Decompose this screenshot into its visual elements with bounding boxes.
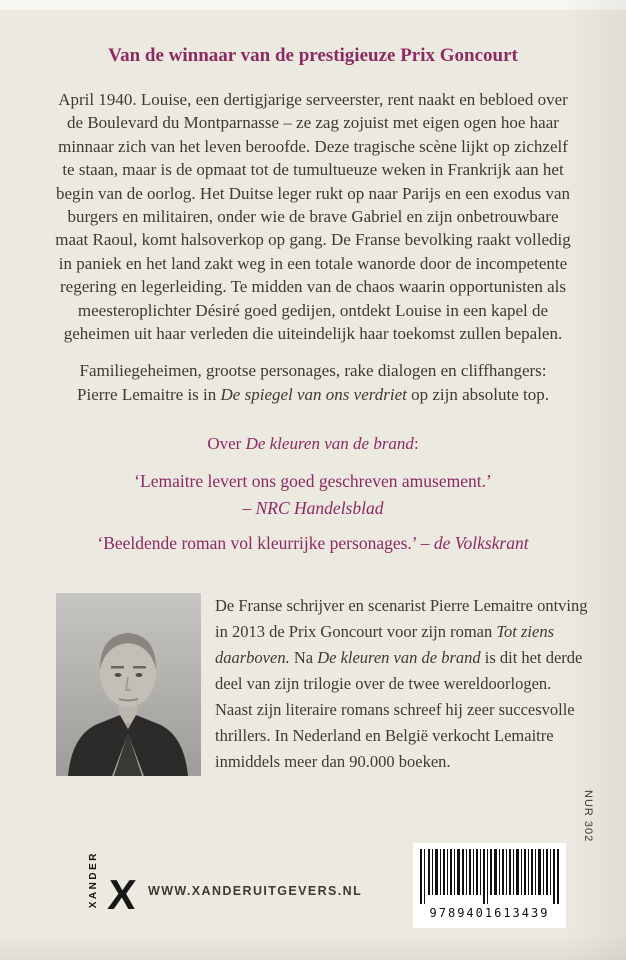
nur-code: NUR 302 — [582, 789, 594, 842]
author-photo — [56, 593, 201, 776]
review-quote-2-text: ‘Beeldende roman vol kleurrijke personages.’ – — [97, 533, 434, 554]
publisher-logo — [88, 846, 138, 918]
xander-x-icon: X — [106, 871, 138, 918]
bio-text-3: is dit het derde deel van zijn trilogie over de twee wereldoorlogen. Naast zijn literaire romans schreef hij zeer succesvolle thrillers. In Nederland en België verkocht Lemaitre inmiddels meer dan 90.000 boeken. — [215, 648, 583, 772]
review-quote-2 — [40, 530, 586, 557]
book-title: De spiegel van ons verdriet — [220, 384, 407, 404]
publisher-name: XANDER — [88, 850, 99, 908]
review-attribution-2: de Volkskrant — [433, 533, 529, 554]
praise-paragraph — [60, 359, 566, 406]
bio-book-title-2: De kleuren van de brand — [317, 648, 481, 668]
page-top-edge — [0, 0, 626, 10]
bio-text-2: Na — [289, 648, 318, 668]
reviews-heading-post: : — [413, 434, 419, 454]
author-section — [0, 593, 626, 776]
barcode-bars-icon — [420, 849, 560, 904]
bio-text-1: De Franse schrijver en scenarist Pierre Lemaitre ontving in 2013 de Prix Goncourt voor zijn roman — [215, 596, 588, 642]
reviews-heading — [0, 432, 626, 455]
review-attribution-1: – NRC Handelsblad — [242, 498, 384, 519]
synopsis-paragraph: April 1940. Louise, een dertigjarige serveerster, rent naakt en bebloed over de Boulevard du Montparnasse – ze zag zojuist met eigen ogen hoe haar minnaar zich van het leven beroofde. Deze tragische scène lijkt op zichzelf te staan, maar is de opmaat tot de tumultueuze weken in Frankrijk aan het begin van de oorlog. Het Duitse leger rukt op naar Parijs en een exodus van burgers en militairen, onder wie de brave Gabriel en zijn onbetrouwbare maat Raoul, komt halsoverkop op gang. De Franse bevolking raakt volledig in paniek en het land zakt weg in een totale wanorde door de incompetente regering en legerleiding. Te midden van de chaos waarin opportunisten als meesteroplichter Désiré goed gedijen, ontdekt Louise in een kapel de geheimen uit haar verleden die uiteindelijk haar toekomst zullen bepalen. — [55, 90, 571, 344]
review-quote-1-text: ‘Lemaitre levert ons goed geschreven amusement.’ — [134, 471, 492, 492]
praise-text-pre: Familiegeheimen, grootse personages, rake dialogen en cliffhangers: Pierre Lemaitre is in — [77, 361, 547, 404]
author-bio — [215, 593, 590, 775]
barcode — [413, 843, 566, 928]
reviews-heading-pre: Over — [207, 434, 246, 454]
barcode-number: 9789401613439 — [429, 906, 550, 920]
tagline: Van de winnaar van de prestigieuze Prix Goncourt — [108, 45, 518, 66]
website-url: WWW.XANDERUITGEVERS.NL — [148, 884, 363, 898]
praise-text-post: op zijn absolute top. — [406, 384, 549, 404]
bio-book-title-1: Tot ziens daarboven. — [215, 622, 554, 668]
reviewed-book-title: De kleuren van de brand — [245, 434, 414, 454]
review-quote-1 — [40, 468, 586, 522]
